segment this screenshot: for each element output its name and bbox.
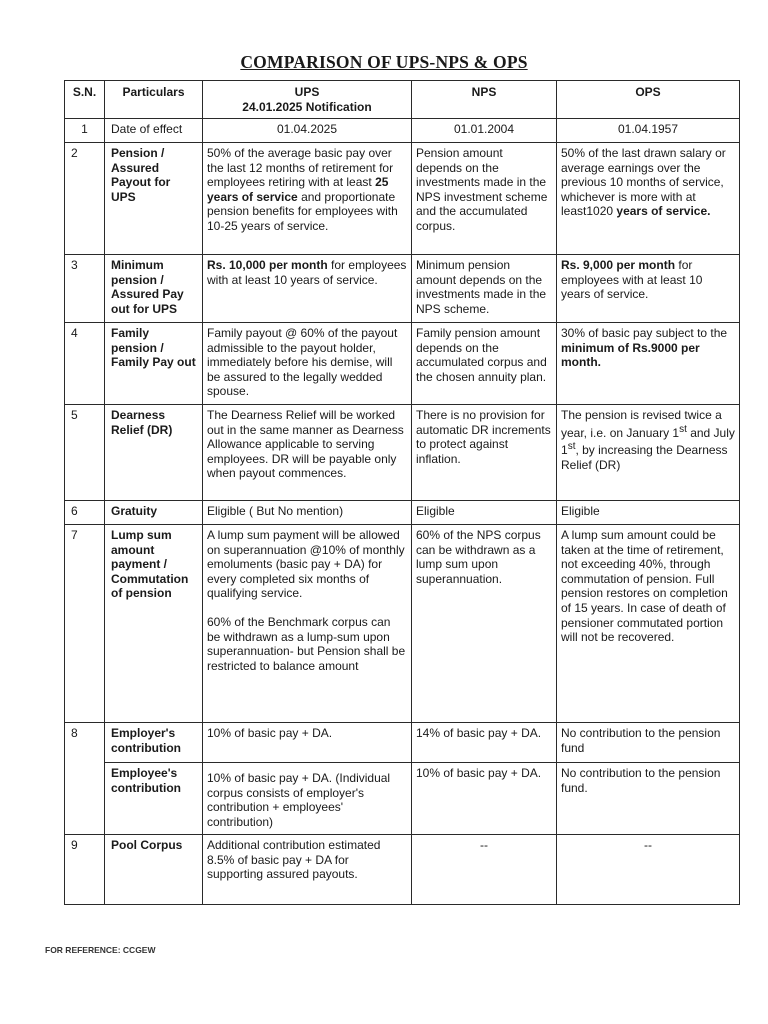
table-header-row xyxy=(65,81,740,119)
nps-cell: 10% of basic pay + DA. xyxy=(412,763,557,835)
row-particulars: Lump sum amount payment / Commutation of pension xyxy=(105,525,203,723)
ops-cell xyxy=(557,323,740,405)
nps-cell: 60% of the NPS corpus can be withdrawn as a lump sum upon superannuation. xyxy=(412,525,557,723)
ops-text-bold: years of service. xyxy=(616,204,711,219)
comparison-table xyxy=(64,80,740,905)
table-row xyxy=(65,255,740,323)
row-sn: 9 xyxy=(65,835,105,905)
ops-text-bold: Rs. 9,000 per month xyxy=(561,258,676,272)
ups-paragraph: A lump sum payment will be allowed on superannuation @10% of monthly emoluments (basic pay + DA) for every completed six months of qualifying service. xyxy=(207,528,405,601)
ups-cell xyxy=(203,255,412,323)
ops-text: and July 1 xyxy=(561,425,735,458)
ups-text-bold: 25 years of service xyxy=(207,175,389,204)
ops-cell: No contribution to the pension fund. xyxy=(557,763,740,835)
ups-cell xyxy=(203,143,412,255)
table-row xyxy=(65,323,740,405)
header-sn: S.N. xyxy=(65,81,105,119)
header-ups xyxy=(203,81,412,119)
nps-cell: 01.01.2004 xyxy=(412,119,557,143)
ops-cell: -- xyxy=(557,835,740,905)
nps-cell: Pension amount depends on the investments made in the NPS investment scheme and the accumulated corpus. xyxy=(412,143,557,255)
table-row xyxy=(65,143,740,255)
row-particulars: Pool Corpus xyxy=(105,835,203,905)
row-particulars: Date of effect xyxy=(105,119,203,143)
ups-text: for employees with at least 10 years of service. xyxy=(207,258,407,287)
ups-cell: Family payout @ 60% of the payout admissible to the payout holder, immediately before his demise, will be assured to the legally wedded spouse. xyxy=(203,323,412,405)
nps-cell: 14% of basic pay + DA. xyxy=(412,723,557,763)
nps-cell: Eligible xyxy=(412,501,557,525)
nps-cell: Minimum pension amount depends on the investments made in the NPS scheme. xyxy=(412,255,557,323)
ups-text: and proportionate pension benefits for employees with 10-25 years of service. xyxy=(207,189,398,233)
ups-cell: Eligible ( But No mention) xyxy=(203,501,412,525)
ops-cell xyxy=(557,405,740,501)
ops-cell: A lump sum amount could be taken at the time of retirement, not exceeding 40%, through commutation of pension. Full pension restores on completion of 15 years. In case of death of pensioner commutated portion will not be recovered. xyxy=(557,525,740,723)
row-sn: 2 xyxy=(65,143,105,255)
row-particulars: Pension / Assured Payout for UPS xyxy=(105,143,203,255)
header-ops: OPS xyxy=(557,81,740,119)
table-row xyxy=(65,525,740,723)
row-particulars: Minimum pension / Assured Pay out for UPS xyxy=(105,255,203,323)
paragraph-gap xyxy=(207,601,407,615)
table-row xyxy=(65,835,740,905)
nps-cell: Family pension amount depends on the accumulated corpus and the chosen annuity plan. xyxy=(412,323,557,405)
row-particulars: Gratuity xyxy=(105,501,203,525)
ops-cell: No contribution to the pension fund xyxy=(557,723,740,763)
ops-cell xyxy=(557,255,740,323)
row-sn: 3 xyxy=(65,255,105,323)
row-sn: 4 xyxy=(65,323,105,405)
ops-cell xyxy=(557,143,740,255)
row-particulars: Employee's contribution xyxy=(105,763,203,835)
ops-superscript: st xyxy=(567,441,576,453)
footer-reference: FOR REFERENCE: CCGEW xyxy=(45,945,156,955)
ups-cell: 10% of basic pay + DA. (Individual corpus consists of employer's contribution + employees' contribution) xyxy=(203,763,412,835)
ops-text: 50% of the last drawn salary or average earnings over the previous 10 months of service, whichever is more with at least1020 xyxy=(561,146,726,219)
row-sn: 1 xyxy=(65,119,105,143)
ups-cell xyxy=(203,525,412,723)
row-sn: 7 xyxy=(65,525,105,723)
header-ups-name: UPS xyxy=(294,85,320,99)
ops-text-bold: minimum of Rs.9000 per month. xyxy=(561,340,700,370)
row-sn: 6 xyxy=(65,501,105,525)
ops-superscript: st xyxy=(679,423,687,435)
row-particulars: Dearness Relief (DR) xyxy=(105,405,203,501)
ops-text: for employees with at least 10 years of service. xyxy=(561,258,703,302)
table-row xyxy=(65,723,740,763)
row-sn: 8 xyxy=(65,723,105,835)
ops-cell: 01.04.1957 xyxy=(557,119,740,143)
nps-cell: There is no provision for automatic DR increments to protect against inflation. xyxy=(412,405,557,501)
header-ups-notification: 24.01.2025 Notification xyxy=(242,99,372,114)
header-nps: NPS xyxy=(412,81,557,119)
ups-cell: Additional contribution estimated 8.5% of basic pay + DA for supporting assured payouts. xyxy=(203,835,412,905)
nps-cell: -- xyxy=(412,835,557,905)
table-row xyxy=(65,119,740,143)
header-particulars: Particulars xyxy=(105,81,203,119)
ups-paragraph: 60% of the Benchmark corpus can be withdrawn as a lump-sum upon superannuation- but Pension shall be restricted to balance amount xyxy=(207,614,406,673)
table-row xyxy=(65,405,740,501)
ups-text-bold: Rs. 10,000 per month xyxy=(207,258,328,272)
ops-text: The pension is revised twice a year, i.e. on January 1 xyxy=(561,408,722,440)
row-particulars: Employer's contribution xyxy=(105,723,203,763)
ops-cell: Eligible xyxy=(557,501,740,525)
document-title: COMPARISON OF UPS-NPS & OPS xyxy=(240,52,528,72)
table-row xyxy=(65,763,740,835)
ops-text: , by increasing the Dearness Relief (DR) xyxy=(561,443,728,472)
ups-cell: 10% of basic pay + DA. xyxy=(203,723,412,763)
ups-cell: 01.04.2025 xyxy=(203,119,412,143)
row-particulars: Family pension / Family Pay out xyxy=(105,323,203,405)
row-sn: 5 xyxy=(65,405,105,501)
ops-text: 30% of basic pay subject to the xyxy=(561,326,728,340)
ups-text: 50% of the average basic pay over the last 12 months of retirement for employees retiring with at least xyxy=(207,146,394,190)
table-row xyxy=(65,501,740,525)
ups-cell: The Dearness Relief will be worked out in the same manner as Dearness Allowance applicable to serving employees. DR will be payable only when payout commences. xyxy=(203,405,412,501)
